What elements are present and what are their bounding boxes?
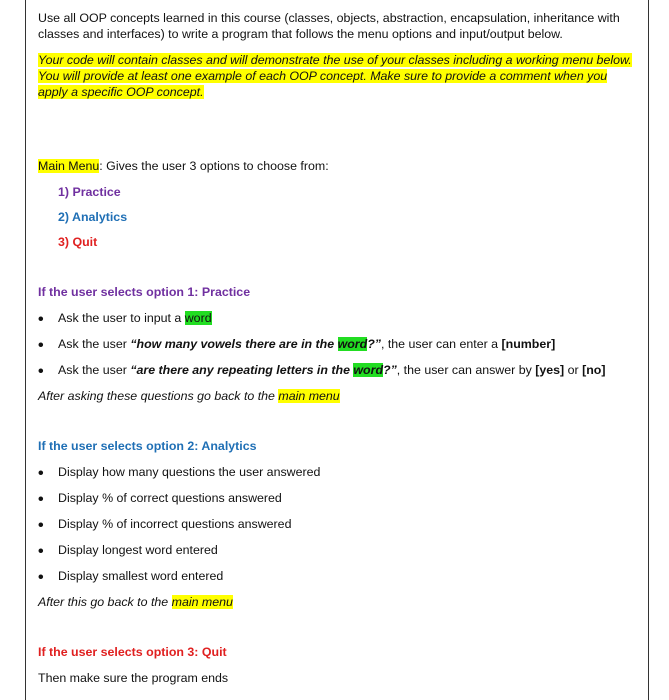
list-item bbox=[38, 485, 638, 511]
main-menu-options bbox=[58, 180, 638, 255]
document-page bbox=[25, 0, 649, 700]
main-menu-highlight: main menu bbox=[278, 389, 340, 403]
question-text: “are there any repeating letters in the bbox=[130, 363, 354, 377]
bullet-text: Ask the user to input a bbox=[58, 311, 185, 325]
option3-title: If the user selects option 3: Quit bbox=[38, 645, 227, 659]
option1-after bbox=[38, 383, 638, 409]
bullet-text: Display smallest word entered bbox=[58, 569, 224, 583]
bullet-text: or bbox=[564, 363, 583, 377]
bullet-icon: • bbox=[38, 363, 44, 380]
bullet-icon: • bbox=[38, 517, 44, 534]
yes-token: [yes] bbox=[535, 363, 565, 377]
list-item bbox=[38, 305, 638, 331]
list-item bbox=[38, 511, 638, 537]
question-end: ?” bbox=[383, 363, 397, 377]
bullet-text: Display longest word entered bbox=[58, 543, 218, 557]
word-highlight: word bbox=[184, 311, 212, 325]
document-content bbox=[38, 10, 638, 691]
list-item bbox=[38, 331, 638, 357]
bullet-icon: • bbox=[38, 569, 44, 586]
after-text: After asking these questions go back to the bbox=[38, 389, 279, 403]
bullet-icon: • bbox=[38, 465, 44, 482]
bullet-text: Ask the user bbox=[58, 363, 131, 377]
list-item bbox=[38, 537, 638, 563]
option-practice: 1) Practice bbox=[58, 185, 121, 199]
note-highlight: Your code will contain classes and will demonstrate the use of your classes including a working menu below. You will provide at least one example of each OOP concept. Make sure to provide a comment when you apply a specific OOP concept. bbox=[38, 53, 632, 99]
bullet-text: Ask the user bbox=[58, 337, 131, 351]
no-token: [no] bbox=[582, 363, 606, 377]
question-text: “how many vowels there are in the bbox=[130, 337, 338, 351]
number-token: [number] bbox=[501, 337, 556, 351]
intro-paragraph: Use all OOP concepts learned in this course (classes, objects, abstraction, encapsulation, inheritance with classes and interfaces) to write a program that follows the menu options and input/output below. bbox=[38, 11, 620, 41]
option2-title: If the user selects option 2: Analytics bbox=[38, 439, 257, 453]
list-item bbox=[38, 459, 638, 485]
option1-section bbox=[38, 279, 638, 409]
bullet-text: Display % of incorrect questions answered bbox=[58, 517, 292, 531]
bullet-icon: • bbox=[38, 543, 44, 560]
bullet-text: Display how many questions the user answered bbox=[58, 465, 321, 479]
option2-after bbox=[38, 589, 638, 615]
main-menu-line bbox=[38, 158, 638, 174]
word-highlight: word bbox=[337, 337, 368, 351]
option-quit: 3) Quit bbox=[58, 235, 98, 249]
option1-title: If the user selects option 1: Practice bbox=[38, 285, 251, 299]
option-analytics: 2) Analytics bbox=[58, 210, 128, 224]
bullet-icon: • bbox=[38, 337, 44, 354]
main-menu-text: : Gives the user 3 options to choose from: bbox=[99, 159, 329, 173]
bullet-text: Display % of correct questions answered bbox=[58, 491, 282, 505]
bullet-icon: • bbox=[38, 311, 44, 328]
list-item bbox=[38, 563, 638, 589]
bullet-text: , the user can answer by bbox=[396, 363, 536, 377]
bullet-icon: • bbox=[38, 491, 44, 508]
main-menu-label: Main Menu bbox=[38, 159, 100, 173]
list-item bbox=[38, 357, 638, 383]
option3-section bbox=[38, 639, 638, 691]
note-paragraph bbox=[38, 52, 638, 100]
option2-section bbox=[38, 433, 638, 615]
option3-text: Then make sure the program ends bbox=[38, 671, 229, 685]
bullet-text: , the user can enter a bbox=[380, 337, 502, 351]
word-highlight: word bbox=[353, 363, 384, 377]
main-menu-highlight: main menu bbox=[171, 595, 233, 609]
after-text: After this go back to the bbox=[38, 595, 172, 609]
question-end: ?” bbox=[367, 337, 381, 351]
